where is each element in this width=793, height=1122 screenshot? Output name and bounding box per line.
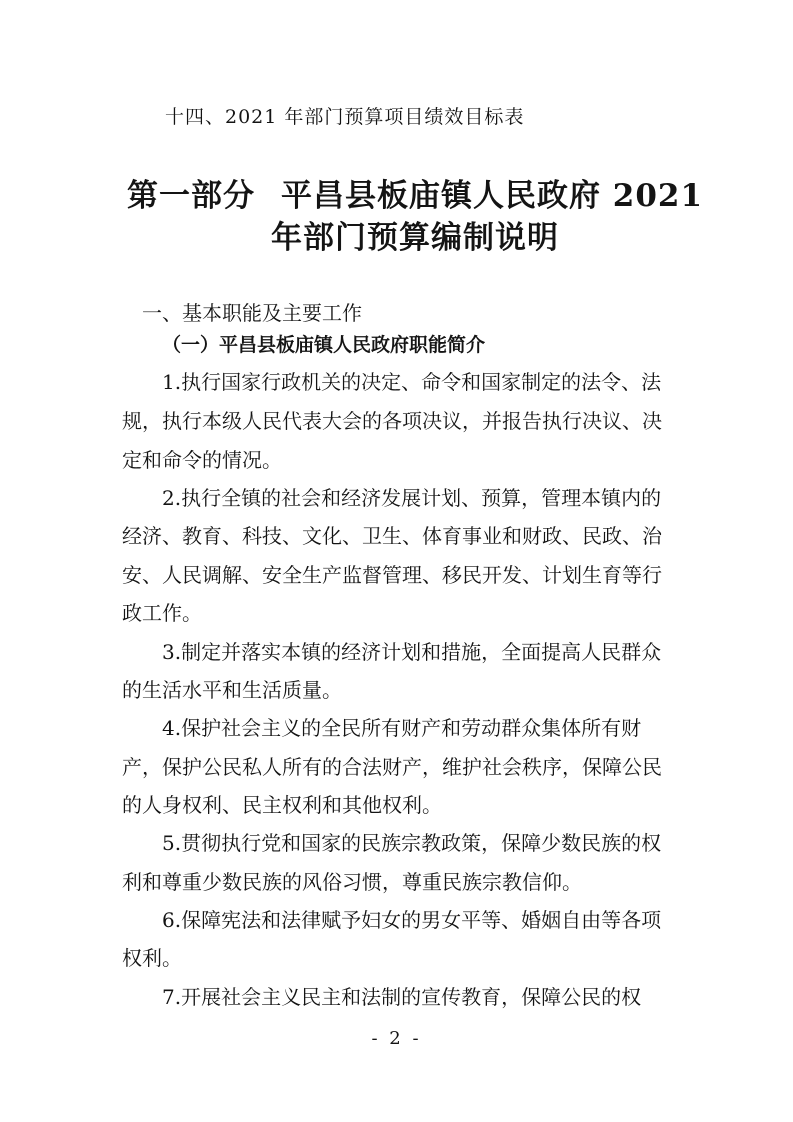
paragraph-line: 7.开展社会主义民主和法制的宣传教育，保障公民的权	[162, 985, 642, 1009]
paragraph-line: 1.执行国家行政机关的决定、命令和国家制定的法令、法	[162, 370, 662, 394]
section-heading: 一、基本职能及主要工作	[142, 301, 362, 325]
part-title-text: 平昌县板庙镇人民政府 2021	[280, 178, 704, 214]
paragraph-line: 的人身权利、民主权利和其他权利。	[122, 793, 442, 817]
page-number: - 2 -	[371, 1028, 422, 1049]
paragraph-line: 经济、教育、科技、文化、卫生、体育事业和财政、民政、治	[122, 524, 662, 548]
paragraph-line: 3.制定并落实本镇的经济计划和措施，全面提高人民群众	[162, 640, 662, 664]
paragraph-line: 定和命令的情况。	[122, 448, 282, 472]
paragraph-line: 产，保护公民私人所有的合法财产，维护社会秩序，保障公民	[122, 755, 662, 779]
part-title-line-1	[120, 170, 710, 215]
paragraph-line: 规，执行本级人民代表大会的各项决议，并报告执行决议、决	[122, 409, 662, 433]
paragraph-line: 6.保障宪法和法律赋予妇女的男女平等、婚姻自由等各项	[162, 908, 662, 932]
paragraph-line: 安、人民调解、安全生产监督管理、移民开发、计划生育等行	[122, 563, 662, 587]
part-label: 第一部分	[126, 178, 255, 214]
paragraph-line: 的生活水平和生活质量。	[122, 678, 342, 702]
paragraph-line: 利和尊重少数民族的风俗习惯，尊重民族宗教信仰。	[122, 870, 582, 894]
paragraph-line: 权利。	[122, 946, 182, 970]
subsection-heading: （一）平昌县板庙镇人民政府职能简介	[162, 334, 486, 356]
toc-entry: 十四、2021 年部门预算项目绩效目标表	[165, 106, 525, 128]
paragraph-line: 政工作。	[122, 601, 202, 625]
paragraph-line: 5.贯彻执行党和国家的民族宗教政策，保障少数民族的权	[162, 831, 662, 855]
paragraph-line: 4.保护社会主义的全民所有财产和劳动群众集体所有财	[162, 716, 642, 740]
part-title-line-2: 年部门预算编制说明	[271, 220, 559, 256]
paragraph-line: 2.执行全镇的社会和经济发展计划、预算，管理本镇内的	[162, 486, 662, 510]
